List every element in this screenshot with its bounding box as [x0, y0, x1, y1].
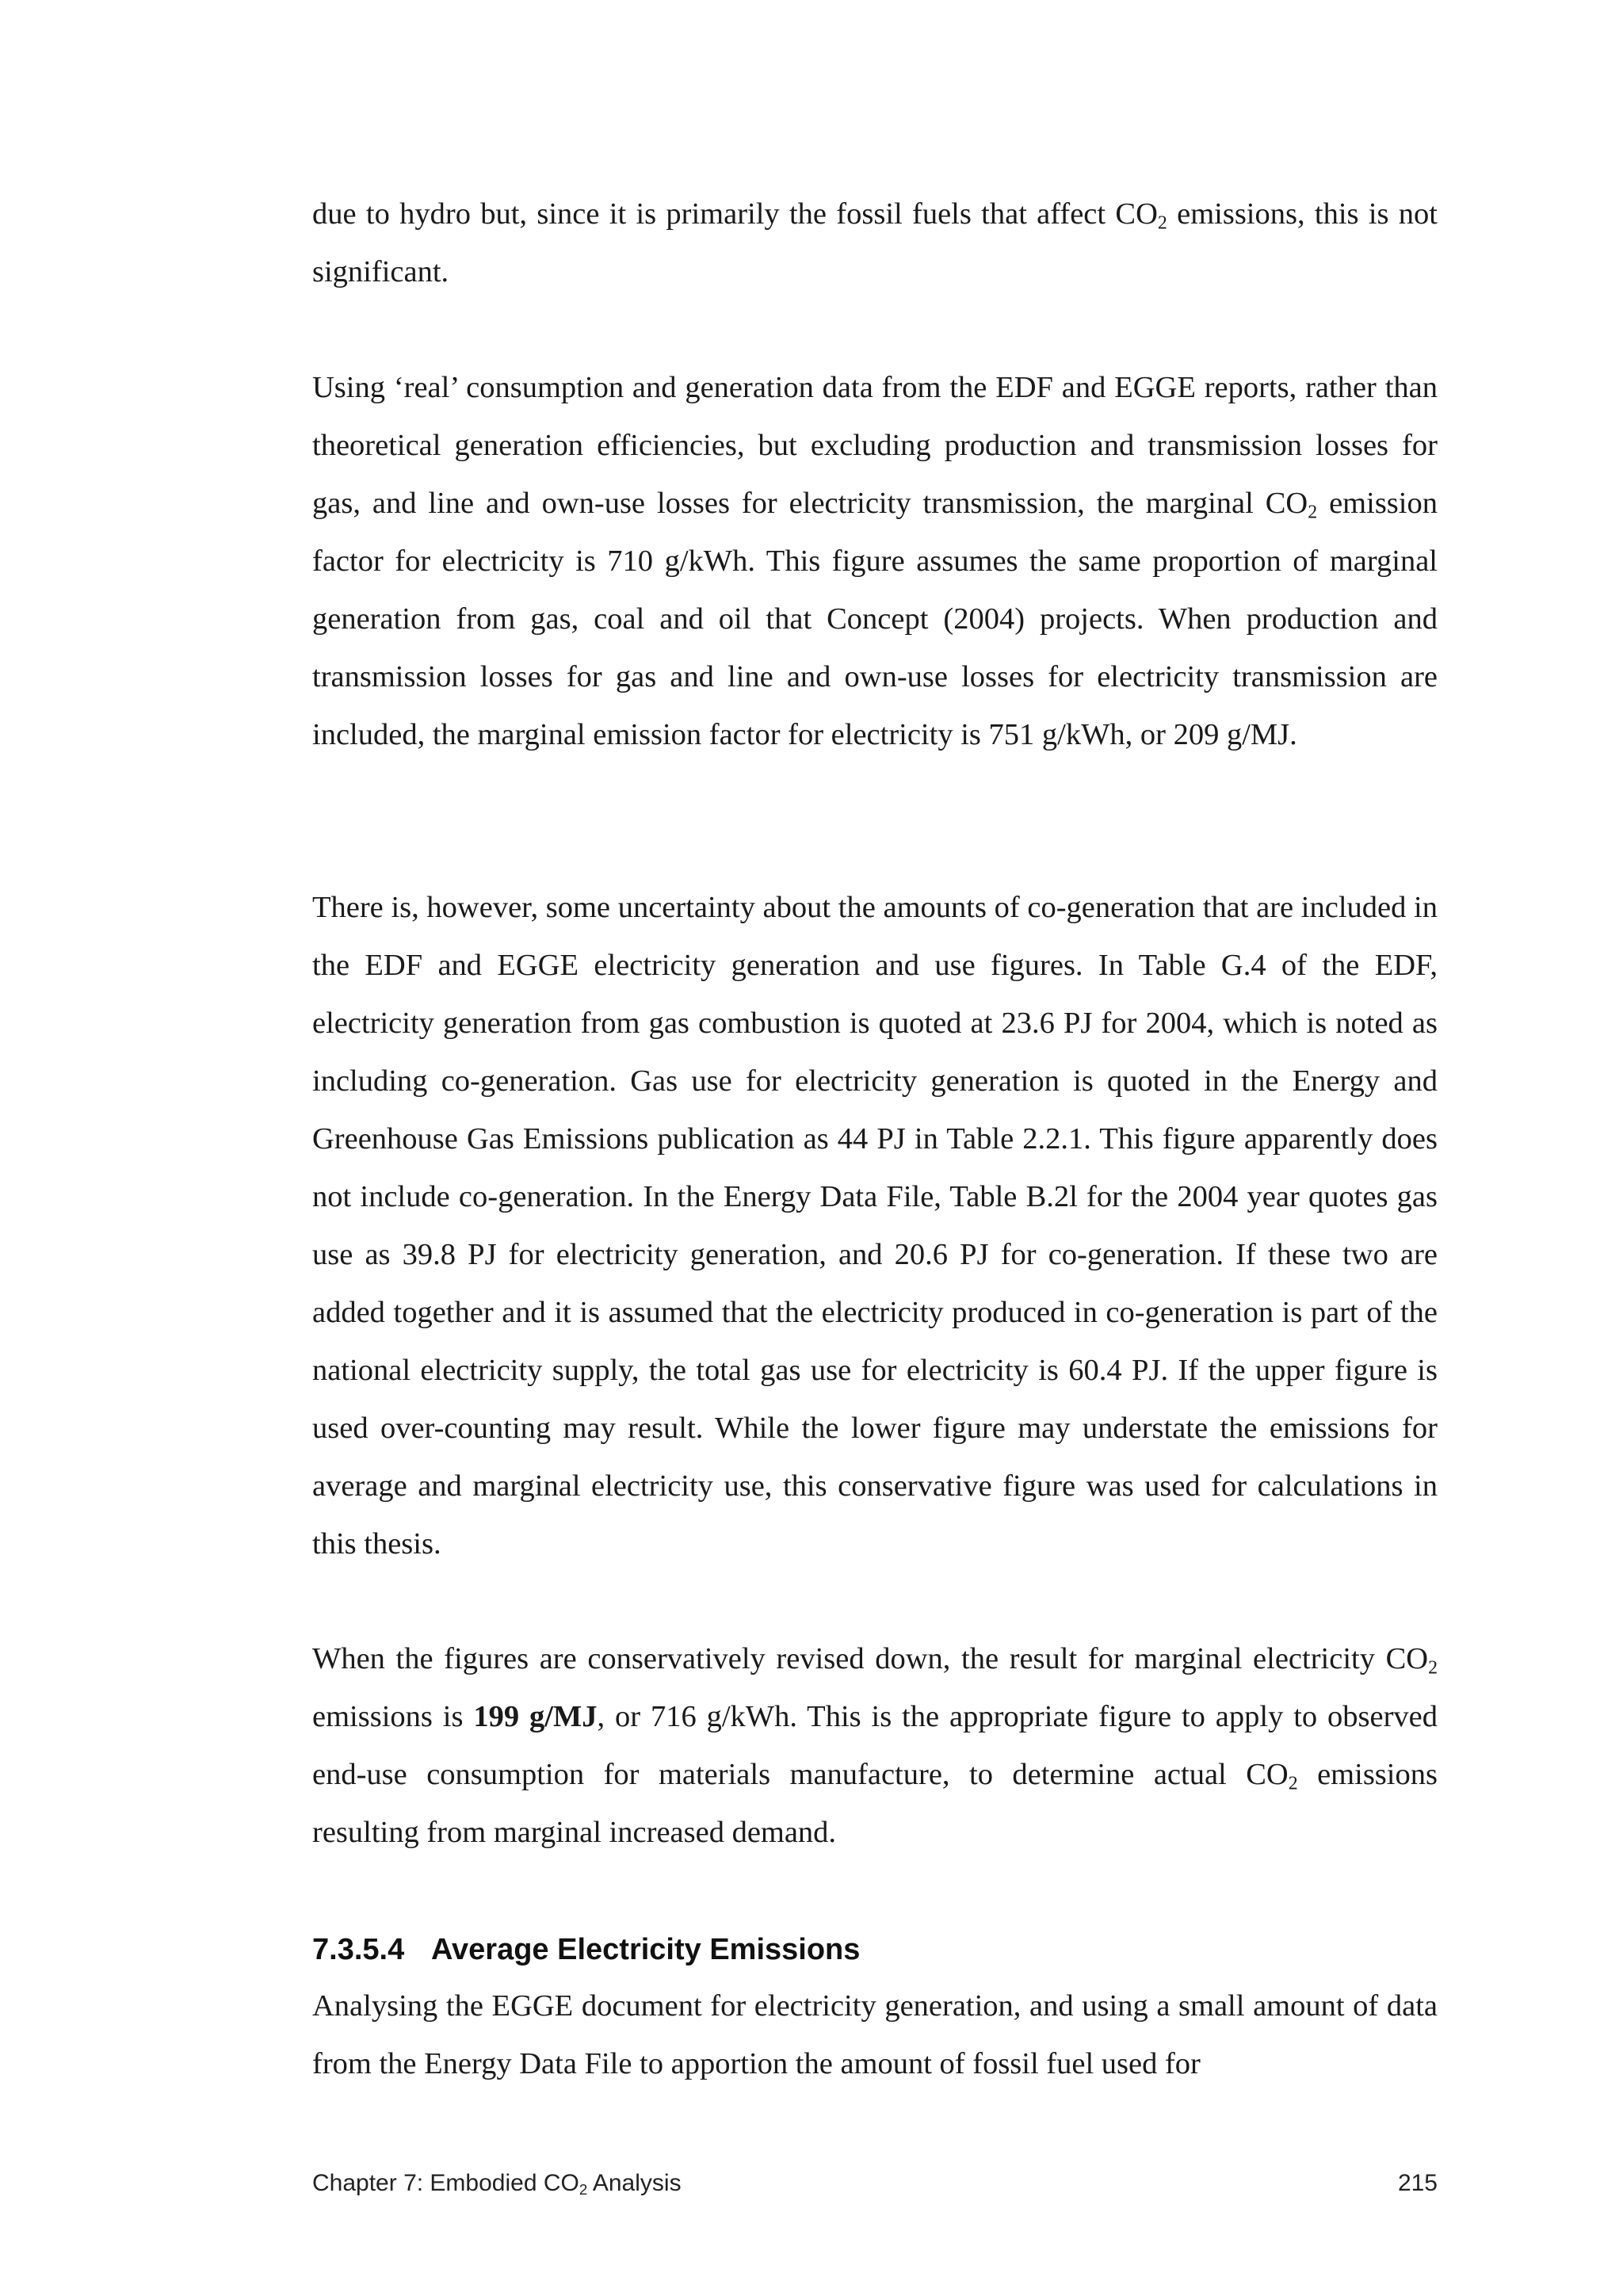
page-number: 215: [1397, 2170, 1438, 2196]
paragraph-4-text-a: When the figures are conservatively revised down, the result for marginal electricity CO: [312, 1642, 1429, 1675]
paragraph-5: Analysing the EGGE document for electricity generation, and using a small amount of data from the Energy Data File to apportion the amount of fossil fuel used for: [312, 1989, 1438, 2080]
paragraph-4-text-d: emissions resulting from marginal increased demand.: [312, 1758, 1438, 1849]
paragraph-2-text-b: emission factor for electricity is 710 g/kWh. This figure assumes the same proportion of marginal generation from gas, coal and oil that Concept (2004) projects. When production and transmission losses for gas and line and own-use losses for electricity transmission are included, the marginal emission factor for electricity is 751 g/kWh, or 209 g/MJ.: [312, 487, 1438, 751]
paragraph-1-subscript: 2: [1157, 212, 1167, 234]
section-title: Average Electricity Emissions: [431, 1933, 861, 1966]
paragraph-4-text-b: emissions is: [312, 1700, 474, 1733]
section-heading: [312, 1930, 860, 1969]
paragraph-4: [312, 1630, 1438, 1862]
paragraph-1: [312, 185, 1438, 301]
paragraph-2-text-a: Using ‘real’ consumption and generation data from the EDF and EGGE reports, rather than theoretical generation efficiencies, but excluding production and transmission losses for gas, and line and own-use losses for electricity transmission, the marginal CO: [312, 371, 1438, 520]
paragraph-2: [312, 359, 1438, 764]
footer-chapter-text-b: Analysis: [587, 2170, 682, 2196]
footer-chapter-text-a: Chapter 7: Embodied CO: [312, 2170, 579, 2196]
section-number: 7.3.5.4: [312, 1933, 405, 1966]
footer-chapter-subscript: 2: [579, 2181, 588, 2199]
paragraph-4-subscript-1: 2: [1428, 1657, 1438, 1679]
footer-chapter-title: [312, 2168, 682, 2199]
paragraph-2-subscript: 2: [1308, 502, 1318, 523]
paragraph-1-text-a: due to hydro but, since it is primarily the fossil fuels that affect CO: [312, 197, 1158, 231]
paragraph-1-text-b: emissions, this is not significant.: [312, 197, 1438, 288]
paragraph-4-text-c: , or 716 g/kWh. This is the appropriate figure to apply to observed end-use consumption for materials manufacture, to determine actual CO: [312, 1700, 1438, 1791]
paragraph-3: There is, however, some uncertainty about the amounts of co-generation that are included in the EDF and EGGE electricity generation and use figures. In Table G.4 of the EDF, electricity generation from gas combustion is quoted at 23.6 PJ for 2004, which is noted as including co-generation. Gas use for electricity generation is quoted in the Energy and Greenhouse Gas Emissions publication as 44 PJ in Table 2.2.1. This figure apparently does not include co-generation. In the Energy Data File, Table B.2l for the 2004 year quotes gas use as 39.8 PJ for electricity generation, and 20.6 PJ for co-generation. If these two are added together and it is assumed that the electricity produced in co-generation is part of the national electricity supply, the total gas use for electricity is 60.4 PJ. If the upper figure is used over-counting may result. While the lower figure may understate the emissions for average and marginal electricity use, this conservative figure was used for calculations in this thesis.: [312, 891, 1438, 1561]
paragraph-4-bold-value: 199 g/MJ: [473, 1700, 598, 1733]
paragraph-4-subscript-2: 2: [1288, 1773, 1298, 1794]
